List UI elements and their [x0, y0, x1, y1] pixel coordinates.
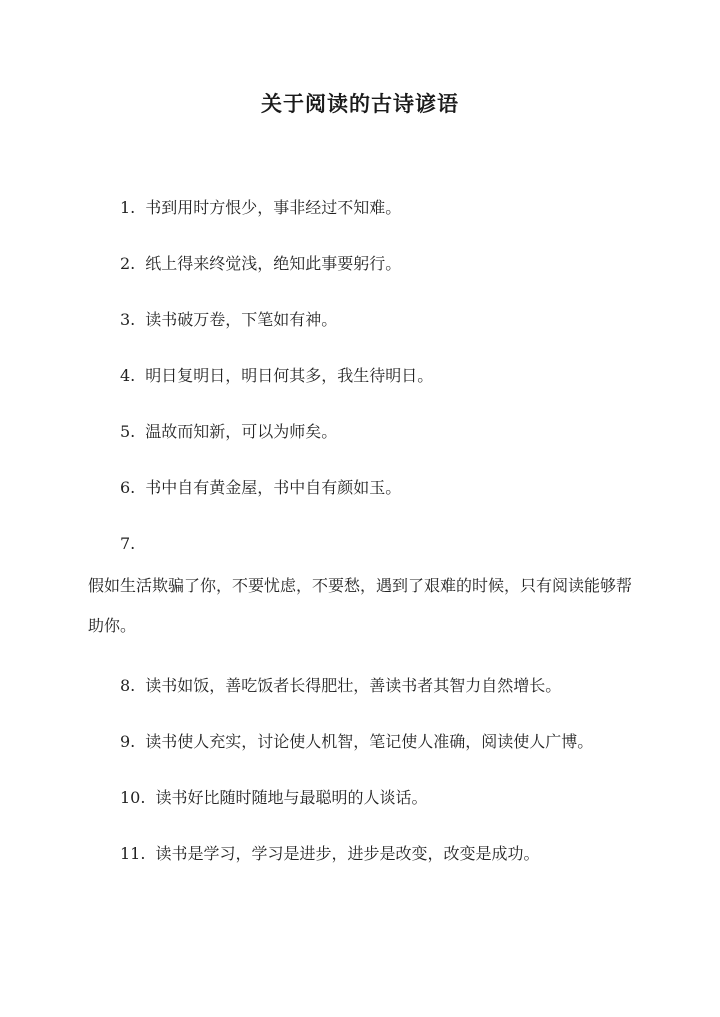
item-number: 3.: [120, 310, 136, 329]
item-text: 明日复明日，明日何其多，我生待明日。: [145, 366, 434, 385]
list-item: [120, 788, 427, 808]
list-item: [120, 478, 401, 498]
list-item: [120, 534, 145, 554]
item-text: 读书使人充实，讨论使人机智，笔记使人准确，阅读使人广博。: [145, 732, 594, 751]
item-number: 1.: [120, 198, 136, 217]
list-item: [120, 254, 401, 274]
list-item: [120, 676, 561, 696]
item-text: 读书好比随时随地与最聪明的人谈话。: [155, 788, 428, 807]
item-number: 4.: [120, 366, 136, 385]
item-text: 纸上得来终觉浅，绝知此事要躬行。: [145, 254, 402, 273]
page-title: 关于阅读的古诗谚语: [261, 91, 459, 116]
list-item: [120, 422, 337, 442]
list-item: [120, 844, 539, 864]
item-number: 11.: [120, 844, 146, 863]
item-text: 读书破万卷，下笔如有神。: [145, 310, 338, 329]
list-item: [120, 198, 401, 218]
item-text: 读书是学习，学习是进步，进步是改变，改变是成功。: [155, 844, 540, 863]
item-number: 7.: [120, 534, 136, 553]
list-item: [120, 366, 433, 386]
item-number: 2.: [120, 254, 136, 273]
list-item: [120, 310, 337, 330]
item-number: 10.: [120, 788, 146, 807]
item-text: 书中自有黄金屋，书中自有颜如玉。: [145, 478, 402, 497]
item-7-paragraph: 假如生活欺骗了你，不要忧虑，不要愁，遇到了艰难的时候，只有阅读能够帮助你。: [88, 576, 633, 635]
item-number: 5.: [120, 422, 136, 441]
item-number: 6.: [120, 478, 136, 497]
item-number: 8.: [120, 676, 136, 695]
item-text: 温故而知新，可以为师矣。: [145, 422, 338, 441]
item-text: 读书如饭，善吃饭者长得肥壮，善读书者其智力自然增长。: [145, 676, 562, 695]
list-item: [120, 732, 593, 752]
item-number: 9.: [120, 732, 136, 751]
item-text: 书到用时方恨少，事非经过不知难。: [145, 198, 402, 217]
